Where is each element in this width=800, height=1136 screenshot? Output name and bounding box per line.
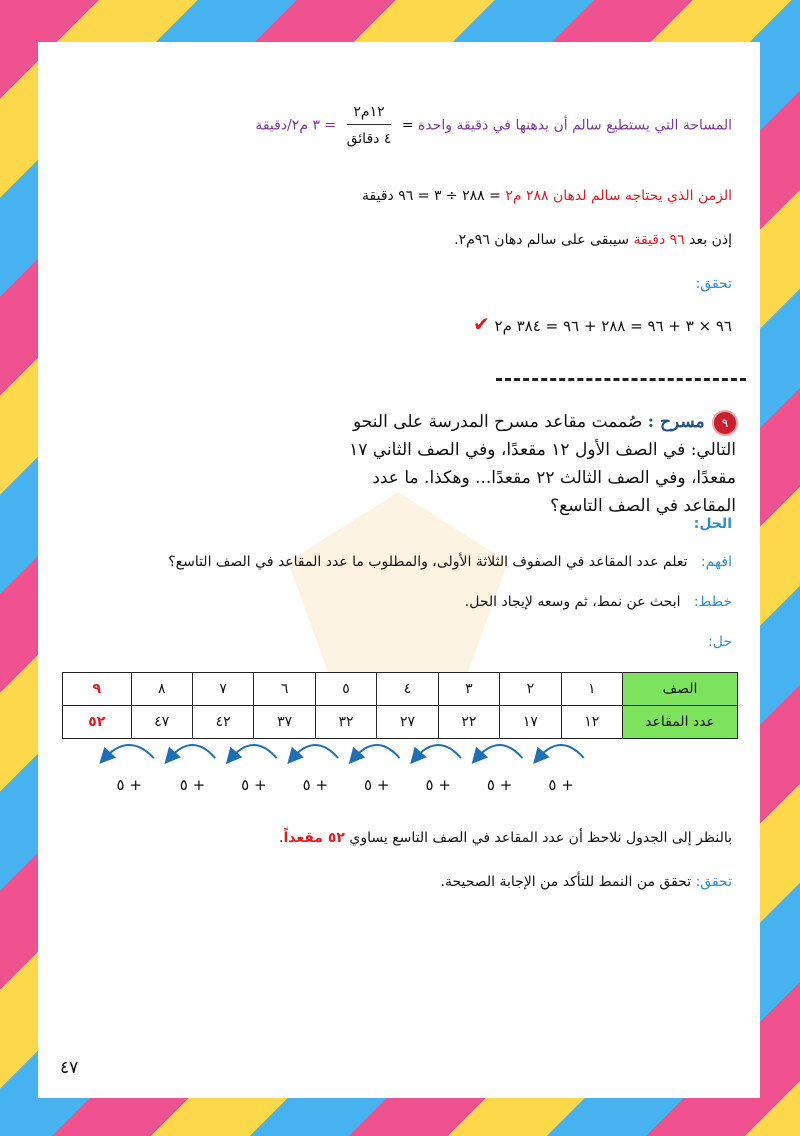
increment-label: ٥ + xyxy=(425,776,451,794)
solve-label: حل: xyxy=(708,634,732,650)
increment-label: ٥ + xyxy=(241,776,267,794)
conclusion-end: . xyxy=(278,830,284,846)
result-prefix: إذن بعد xyxy=(689,232,732,248)
time-needed-label: الزمن الذي يحتاجه سالم لدهان ٢٨٨ م٢ xyxy=(505,188,732,204)
increment-label: ٥ + xyxy=(548,776,574,794)
table-cell: ٨ xyxy=(131,673,192,706)
time-needed-calc: = ٢٨٨ ÷ ٣ = ٩٦ دقيقة xyxy=(362,188,501,204)
plan-line xyxy=(465,594,732,610)
check-label: تحقق: xyxy=(695,276,732,292)
fraction-denominator: ٤ دقائق xyxy=(346,131,392,147)
final-check-label: تحقق: xyxy=(695,874,732,890)
increment-arrow xyxy=(105,745,154,758)
area-per-minute-result: = ٣ م٢/دقيقة xyxy=(255,117,337,134)
result-line xyxy=(454,232,732,248)
time-needed-line xyxy=(362,188,732,204)
table-cell: ١٢ xyxy=(561,706,622,739)
check-expression-line xyxy=(473,312,732,336)
understand-line xyxy=(168,554,732,570)
understand-label: افهم: xyxy=(700,554,732,570)
table-cell: ٥٢ xyxy=(63,706,132,739)
table-cell: ٣ xyxy=(438,673,499,706)
conclusion-text: بالنظر إلى الجدول نلاحظ أن عدد المقاعد في الصف التاسع يساوي xyxy=(349,830,732,846)
fraction xyxy=(347,104,392,147)
checkmark-icon: ✔ xyxy=(473,312,490,336)
increment-label: ٥ + xyxy=(179,776,206,794)
increment-label: ٥ + xyxy=(116,776,142,794)
page-number: ٤٧ xyxy=(60,1058,79,1078)
result-highlight: ٩٦ دقيقة xyxy=(633,232,685,248)
solution-label: الحل: xyxy=(693,516,732,532)
plan-label: خطط: xyxy=(693,594,732,610)
table-cell: ٥ xyxy=(315,673,376,706)
increment-label: ٥ + xyxy=(302,776,329,794)
result-suffix: سيبقى على سالم دهان ٩٦م٢. xyxy=(454,232,629,248)
conclusion-line xyxy=(279,830,732,846)
increment-arrows xyxy=(38,734,760,804)
increment-arrow xyxy=(170,745,215,758)
table-cell: ٦ xyxy=(254,673,315,706)
table-row xyxy=(63,673,738,706)
final-check-line xyxy=(441,874,733,890)
understand-text: تعلم عدد المقاعد في الصفوف الثلاثة الأولى، والمطلوب ما عدد المقاعد في الصف التاسع؟ xyxy=(168,554,688,570)
increment-arrow xyxy=(293,745,338,758)
table-cell: ٤ xyxy=(377,673,438,706)
increment-arrow xyxy=(538,745,583,758)
increment-arrow xyxy=(231,745,276,758)
table-cell: ٤٢ xyxy=(192,706,253,739)
table-cell: ٣٧ xyxy=(254,706,315,739)
seats-table xyxy=(62,672,738,739)
table-cell: ٣٢ xyxy=(315,706,376,739)
table-cell: ٩ xyxy=(63,673,132,706)
table-cell: ١٧ xyxy=(500,706,561,739)
area-per-minute-label: المساحة التي يستطيع سالم أن يدهنها في دقيقة واحدة xyxy=(418,117,732,134)
check-expression: ٩٦ × ٣ + ٩٦ = ٢٨٨ + ٩٦ = ٣٨٤ م٢ xyxy=(494,317,732,335)
table-cell: ٧ xyxy=(192,673,253,706)
fraction-numerator: ١٢م٢ xyxy=(347,104,392,125)
table-cell: ٢ xyxy=(500,673,561,706)
table-header-seats-label: عدد المقاعد xyxy=(623,706,738,739)
page xyxy=(38,42,760,1098)
table-header-row-label: الصف xyxy=(623,673,738,706)
conclusion-highlight: ٥٢ مقعداً xyxy=(283,830,345,846)
table-cell: ٢٢ xyxy=(438,706,499,739)
equals-sign: = xyxy=(401,117,414,134)
problem-text: صُممت مقاعد مسرح المدرسة على النحو التالي: في الصف الأول ١٢ مقعدًا، وفي الصف الثاني ١٧ مقعدًا، وفي الصف الثالث ٢٢ مقعدًا... وهكذا. ما عدد المقاعد في الصف التاسع؟ xyxy=(349,412,736,516)
separator-dashes xyxy=(496,378,746,381)
increment-arrow xyxy=(477,745,522,758)
table-cell: ٢٧ xyxy=(377,706,438,739)
problem-title: مسرح : xyxy=(647,412,705,432)
increment-arrow xyxy=(354,745,399,758)
plan-text: ابحث عن نمط، ثم وسعه لإيجاد الحل. xyxy=(464,594,681,610)
increment-label: ٥ + xyxy=(486,776,513,794)
table-cell: ١ xyxy=(561,673,622,706)
final-check-text: تحقق من النمط للتأكد من الإجابة الصحيحة. xyxy=(440,874,692,890)
area-per-minute-line xyxy=(255,104,732,147)
table-cell: ٤٧ xyxy=(131,706,192,739)
problem-9 xyxy=(336,408,736,520)
increment-arrow xyxy=(415,745,460,758)
increment-label: ٥ + xyxy=(364,776,390,794)
problem-number-badge: ٩ xyxy=(714,412,736,434)
